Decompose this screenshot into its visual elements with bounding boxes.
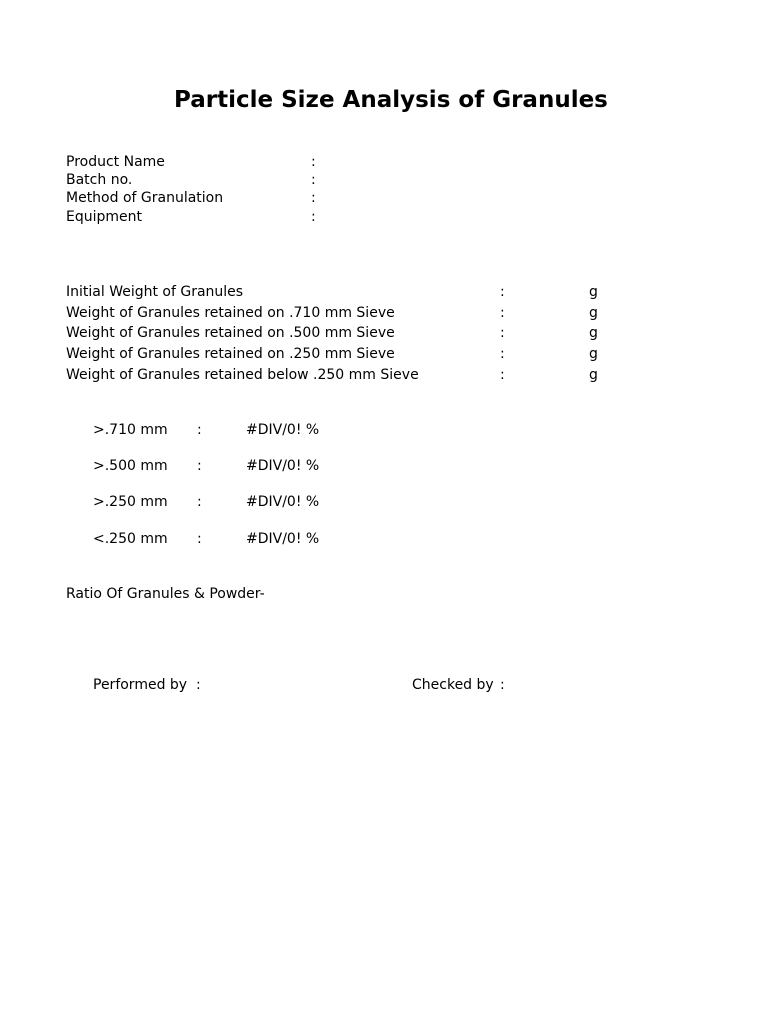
weight-below-250-unit: g bbox=[589, 367, 598, 383]
size-below-250-value: #DIV/0! % bbox=[246, 531, 320, 547]
size-250-label: >.250 mm bbox=[93, 494, 168, 510]
weight-below-250-colon: : bbox=[500, 367, 505, 383]
weight-500-label: Weight of Granules retained on .500 mm Sieve bbox=[66, 325, 395, 341]
checked-by-label: Checked by bbox=[412, 677, 494, 693]
size-710-value: #DIV/0! % bbox=[246, 422, 320, 438]
product-name-label: Product Name bbox=[66, 154, 165, 170]
size-500-value: #DIV/0! % bbox=[246, 458, 320, 474]
weight-500-colon: : bbox=[500, 325, 505, 341]
weight-710-unit: g bbox=[589, 305, 598, 321]
performed-by-colon: : bbox=[196, 677, 201, 693]
size-710-colon: : bbox=[197, 422, 202, 438]
performed-by-label: Performed by bbox=[93, 677, 188, 693]
size-below-250-label: <.250 mm bbox=[93, 531, 168, 547]
weight-250-label: Weight of Granules retained on .250 mm Sieve bbox=[66, 346, 395, 362]
size-500-colon: : bbox=[197, 458, 202, 474]
checked-by-colon: : bbox=[500, 677, 505, 693]
equipment-label: Equipment bbox=[66, 209, 142, 225]
initial-weight-colon: : bbox=[500, 284, 505, 300]
product-name-colon: : bbox=[311, 154, 316, 170]
weight-710-label: Weight of Granules retained on .710 mm Sieve bbox=[66, 305, 395, 321]
size-710-label: >.710 mm bbox=[93, 422, 168, 438]
weight-250-colon: : bbox=[500, 346, 505, 362]
size-250-colon: : bbox=[197, 494, 202, 510]
batch-no-colon: : bbox=[311, 172, 316, 188]
weight-250-unit: g bbox=[589, 346, 598, 362]
method-of-granulation-label: Method of Granulation bbox=[66, 190, 224, 206]
size-250-value: #DIV/0! % bbox=[246, 494, 320, 510]
initial-weight-unit: g bbox=[589, 284, 598, 300]
ratio-label: Ratio Of Granules & Powder- bbox=[66, 586, 265, 602]
method-of-granulation-colon: : bbox=[311, 190, 316, 206]
size-below-250-colon: : bbox=[197, 531, 202, 547]
weight-500-unit: g bbox=[589, 325, 598, 341]
weight-below-250-label: Weight of Granules retained below .250 mm Sieve bbox=[66, 367, 419, 383]
page-title: Particle Size Analysis of Granules bbox=[174, 87, 608, 113]
batch-no-label: Batch no. bbox=[66, 172, 133, 188]
weight-710-colon: : bbox=[500, 305, 505, 321]
size-500-label: >.500 mm bbox=[93, 458, 168, 474]
equipment-colon: : bbox=[311, 209, 316, 225]
initial-weight-label: Initial Weight of Granules bbox=[66, 284, 244, 300]
